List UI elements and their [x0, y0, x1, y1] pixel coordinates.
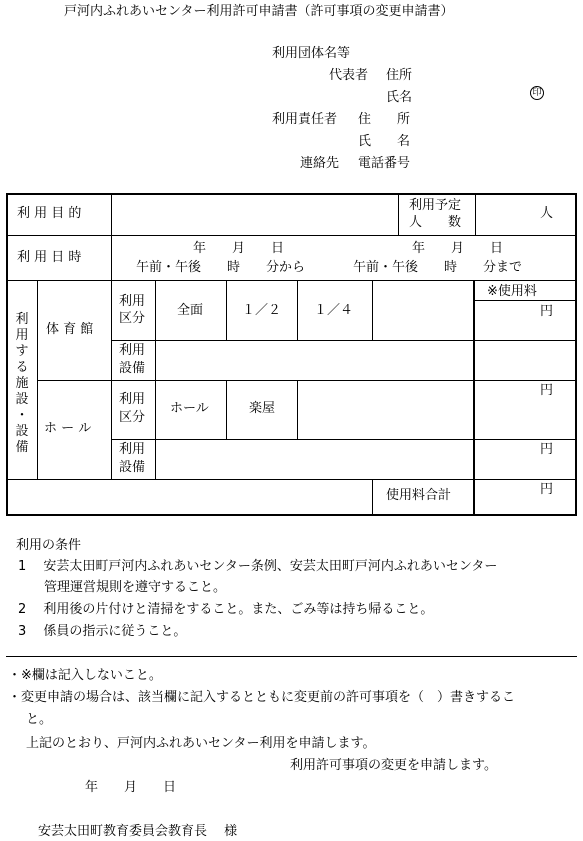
hall-equip-label: 利用: [119, 442, 146, 457]
col-divider: [297, 280, 298, 340]
gym-equip-field[interactable]: [157, 343, 472, 378]
rep-address-label: 住所: [386, 68, 413, 83]
table-border-left: [6, 193, 8, 516]
hall-equip-label-2: 設備: [119, 460, 146, 475]
row-divider: [111, 340, 575, 341]
hall-fee-yen: 円: [540, 383, 554, 398]
resp-name-label: 氏 名: [358, 134, 411, 149]
gym-option-full[interactable]: 全面: [177, 303, 204, 318]
hall-usage-label: 利用: [119, 392, 146, 407]
gym-option-half[interactable]: １／２: [242, 303, 282, 318]
closing-change-statement: 利用許可事項の変更を申請します。: [290, 758, 497, 773]
org-name-label: 利用団体名等: [272, 46, 351, 61]
col-divider: [398, 193, 399, 235]
application-date: 年 月 日: [85, 780, 177, 795]
purpose-field[interactable]: [113, 198, 397, 232]
col-divider: [111, 193, 112, 280]
resp-address-label: 住 所: [358, 112, 411, 127]
end-date: 年 月 日: [412, 241, 504, 256]
person-unit: 人: [540, 206, 554, 221]
col-divider: [37, 280, 38, 479]
col-divider: [475, 193, 476, 235]
gym-label: 体 育 館: [46, 322, 94, 337]
gym-fee-yen: 円: [540, 304, 554, 319]
datetime-label: 利 用 日 時: [17, 250, 82, 265]
closing-statement: 上記のとおり、戸河内ふれあいセンター利用を申請します。: [26, 736, 376, 751]
hall-equip-fee-yen: 円: [540, 442, 554, 457]
rep-name-label: 氏名: [386, 90, 413, 105]
responsible-person-label: 利用責任者: [272, 112, 338, 127]
condition-item: 2 利用後の片付けと清掃をすること。また、ごみ等は持ち帰ること。: [18, 602, 434, 617]
hall-label: ホ ー ル: [44, 421, 92, 436]
seal-mark: 印: [530, 86, 544, 100]
col-divider: [297, 380, 298, 439]
note-item-continued: と。: [26, 712, 53, 727]
table-border-top: [6, 193, 577, 195]
hall-equip-field[interactable]: [157, 442, 472, 477]
col-divider: [155, 280, 156, 479]
note-item: ・変更申請の場合は、該当欄に記入するとともに変更前の許可事項を（ ）書きするこ: [8, 690, 516, 705]
addressee: 安芸太田町教育委員会教育長 様: [38, 824, 238, 839]
row-divider: [8, 235, 575, 236]
condition-item: 3 係員の指示に従うこと。: [18, 624, 187, 639]
gym-option-quarter[interactable]: １／４: [314, 303, 354, 318]
page-title: 戸河内ふれあいセンター利用許可申請書（許可事項の変更申請書）: [64, 4, 454, 19]
end-time: 午前・午後 時 分まで: [353, 260, 523, 275]
conditions-title: 利用の条件: [16, 538, 82, 553]
hall-option-dressing-room[interactable]: 楽屋: [249, 401, 276, 416]
start-date: 年 月 日: [193, 241, 285, 256]
gym-usage-label-2: 区分: [119, 311, 146, 326]
note-item: ・※欄は記入しないこと。: [8, 668, 162, 683]
conditions-divider: [6, 656, 577, 657]
gym-usage-label: 利用: [119, 294, 146, 309]
fee-header-divider: [475, 300, 575, 301]
row-divider: [111, 439, 575, 440]
start-time: 午前・午後 時 分から: [136, 260, 306, 275]
total-fee-yen: 円: [540, 482, 554, 497]
fee-header: ※使用料: [487, 284, 537, 299]
table-border-bottom: [6, 514, 577, 516]
col-divider: [372, 479, 373, 514]
total-fee-label: 使用料合計: [386, 488, 452, 503]
col-divider: [111, 280, 112, 479]
row-divider: [8, 479, 575, 480]
col-divider: [226, 280, 227, 340]
row-divider: [8, 280, 575, 281]
fee-column-divider: [473, 280, 475, 514]
condition-item-continued: 管理運営規則を遵守すること。: [44, 580, 227, 595]
facility-vertical-label: 利 用 す る 施 設 ・ 設 備: [15, 312, 29, 455]
planned-count-label-2: 人 数: [409, 215, 462, 230]
col-divider: [372, 280, 373, 340]
purpose-label: 利 用 目 的: [17, 206, 82, 221]
gym-equip-label: 利用: [119, 343, 146, 358]
row-divider: [37, 380, 575, 381]
condition-item: 1 安芸太田町戸河内ふれあいセンター条例、安芸太田町戸河内ふれあいセンター: [18, 559, 498, 574]
planned-count-label: 利用予定: [409, 198, 462, 213]
contact-label: 連絡先: [300, 156, 340, 171]
table-border-right: [575, 193, 577, 516]
phone-label: 電話番号: [358, 156, 411, 171]
representative-label: 代表者: [329, 68, 369, 83]
gym-equip-label-2: 設備: [119, 361, 146, 376]
hall-option-hall[interactable]: ホール: [170, 401, 209, 416]
col-divider: [226, 380, 227, 439]
hall-usage-label-2: 区分: [119, 410, 146, 425]
